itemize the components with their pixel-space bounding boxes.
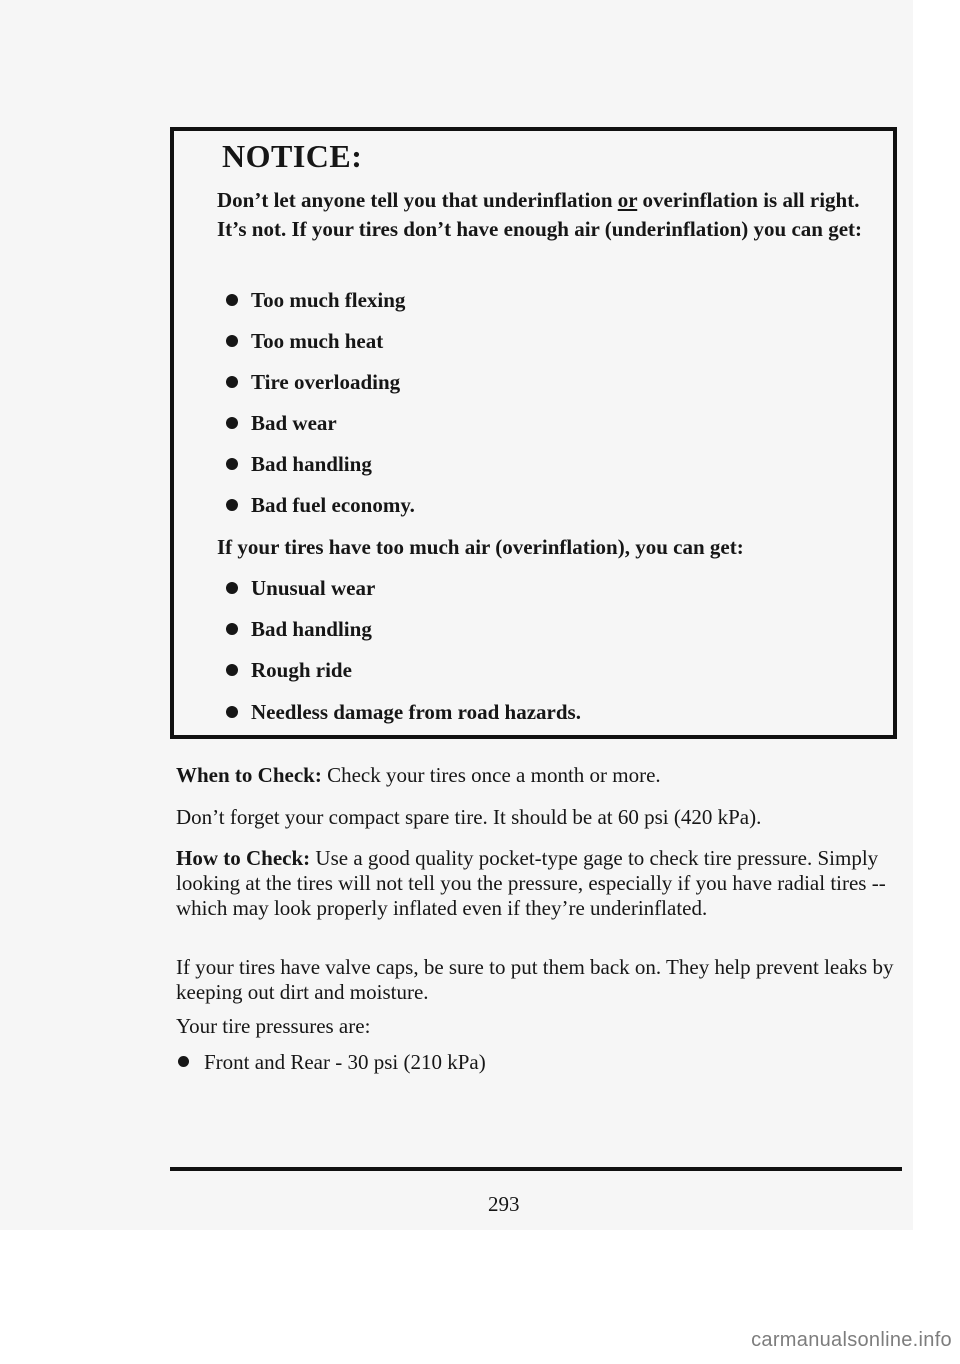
- footer-rule: [170, 1167, 902, 1171]
- spare-tire-paragraph: Don’t forget your compact spare tire. It should be at 60 psi (420 kPa).: [176, 805, 762, 829]
- bullet-icon: [226, 376, 238, 388]
- bullet-icon: [226, 582, 238, 594]
- notice-intro-end: overinflation is all right. It’s not. If your tires don’t have enough air (underinflation) you can get:: [217, 188, 863, 241]
- how-to-check-label: How to Check:: [176, 846, 311, 870]
- when-to-check-paragraph: [176, 763, 896, 788]
- underinflation-item-text: Bad fuel economy.: [251, 493, 415, 517]
- notice-intro: [217, 186, 877, 244]
- underinflation-item-text: Tire overloading: [251, 370, 401, 394]
- bullet-icon: [226, 706, 238, 718]
- bullet-icon: [226, 664, 238, 676]
- underinflation-item-text: Too much heat: [251, 329, 384, 353]
- valve-caps-paragraph: If your tires have valve caps, be sure to put them back on. They help prevent leaks by keeping out dirt and moisture.: [176, 955, 894, 1004]
- how-to-check-paragraph: [176, 846, 896, 921]
- overinflation-item-text: Rough ride: [251, 658, 352, 682]
- overinflation-item-text: Unusual wear: [251, 576, 376, 600]
- underinflation-item-text: Bad wear: [251, 411, 337, 435]
- overinflation-item-text: Needless damage from road hazards.: [251, 700, 581, 724]
- bullet-icon: [226, 499, 238, 511]
- tire-pressure-item-text: Front and Rear - 30 psi (210 kPa): [204, 1050, 486, 1074]
- when-to-check-text: Check your tires once a month or more.: [321, 763, 661, 787]
- bullet-icon: [226, 623, 238, 635]
- bullet-icon: [226, 417, 238, 429]
- watermark: carmanualsonline.info: [751, 1329, 952, 1351]
- notice-title: NOTICE:: [222, 138, 363, 174]
- notice-intro-or: or: [617, 188, 638, 212]
- underinflation-item-text: Bad handling: [251, 452, 372, 476]
- bullet-icon: [226, 294, 238, 306]
- tire-pressures-intro: Your tire pressures are:: [176, 1014, 371, 1038]
- overinflation-intro: If your tires have too much air (overinflation), you can get:: [217, 535, 744, 559]
- bullet-icon: [226, 335, 238, 347]
- when-to-check-label: When to Check:: [176, 763, 322, 787]
- underinflation-item-text: Too much flexing: [251, 288, 406, 312]
- page-number: 293: [488, 1192, 520, 1216]
- notice-intro-start: Don’t let anyone tell you that underinflation: [217, 188, 618, 212]
- overinflation-item-text: Bad handling: [251, 617, 372, 641]
- bullet-icon: [226, 458, 238, 470]
- bullet-icon: [178, 1056, 189, 1067]
- how-to-check-text: Use a good quality pocket-type gage to check tire pressure. Simply looking at the tires will not tell you the pressure, especially if you have radial tires -- which may look properly inflated even if they’re underinflated.: [176, 846, 886, 920]
